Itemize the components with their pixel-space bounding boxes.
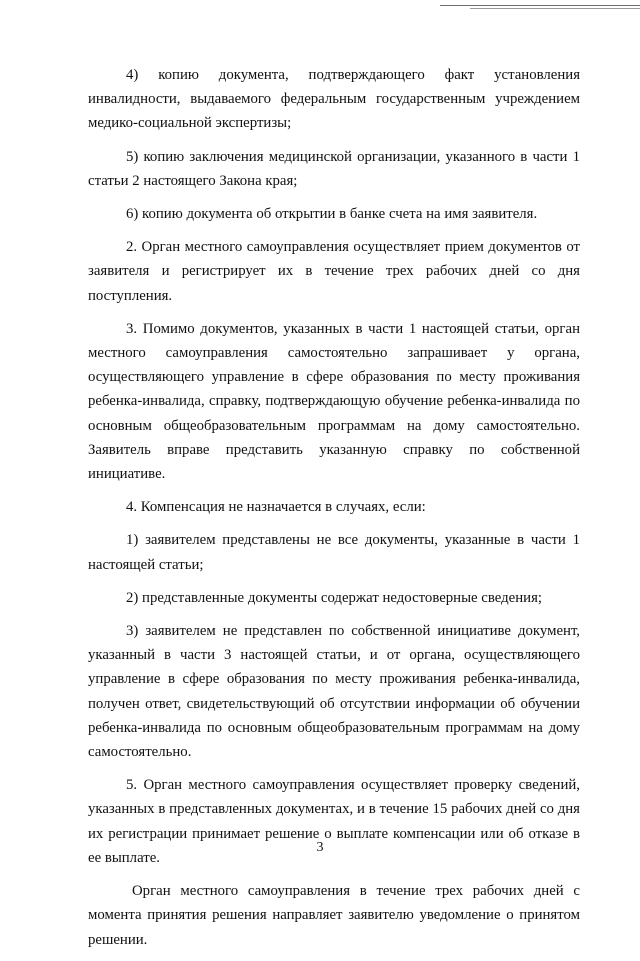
paragraph-case-3-no-certificate: 3) заявителем не представлен по собственной инициативе документ, указанный в части 3 настоящей статьи, и от органа, осуществляющего управление в сфере образования по месту проживания ребенка-инвалида, получен ответ, свидетельствующий об отсутствии информации об обучении ребенка-инвалида по основным общеобразовательным программам на дому самостоятельно. xyxy=(88,623,580,761)
top-rule-line xyxy=(440,5,640,6)
document-body xyxy=(88,63,580,961)
paragraph-notification: Орган местного самоуправления в течение трех рабочих дней с момента принятия решения направляет заявителю уведомление о принятом решении. xyxy=(88,883,580,948)
paragraph-case-2-false-information: 2) представленные документы содержат недостоверные сведения; xyxy=(126,589,542,606)
paragraph-case-1-incomplete-documents: 1) заявителем представлены не все документы, указанные в части 1 настоящей статьи; xyxy=(88,532,580,573)
paragraph-part-5-verification: 5. Орган местного самоуправления осуществляет проверку сведений, указанных в представленных документах, и в течение 15 рабочих дней со дня их регистрации принимает решение о выплате компенсации или об отказе в ее выплате. xyxy=(88,777,580,866)
paragraph-part-3-certificate-request: 3. Помимо документов, указанных в части 1 настоящей статьи, орган местного самоуправления самостоятельно запрашивает у органа, осуществляющего управление в сфере образования по месту проживания ребенка-инвалида, справку, подтверждающую обучение ребенка-инвалида по основным общеобразовательным программам на дому самостоятельно. Заявитель вправе представить указанную справку по собственной инициативе. xyxy=(88,320,580,483)
paragraph-item-4-disability-document: 4) копию документа, подтверждающего факт установления инвалидности, выдаваемого федеральным государственным учреждением медико-социальной экспертизы; xyxy=(88,67,580,132)
paragraph-part-2-document-acceptance: 2. Орган местного самоуправления осуществляет прием документов от заявителя и регистрирует их в течение трех рабочих дней со дня поступления. xyxy=(88,239,580,304)
top-rule-line-secondary xyxy=(470,8,640,9)
paragraph-item-5-medical-conclusion: 5) копию заключения медицинской организации, указанного в части 1 статьи 2 настоящего Закона края; xyxy=(88,148,580,189)
page-number: 3 xyxy=(316,840,324,855)
paragraph-part-4-refusal-cases: 4. Компенсация не назначается в случаях, если: xyxy=(126,499,426,516)
paragraph-item-6-bank-account: 6) копию документа об открытии в банке счета на имя заявителя. xyxy=(126,206,538,223)
